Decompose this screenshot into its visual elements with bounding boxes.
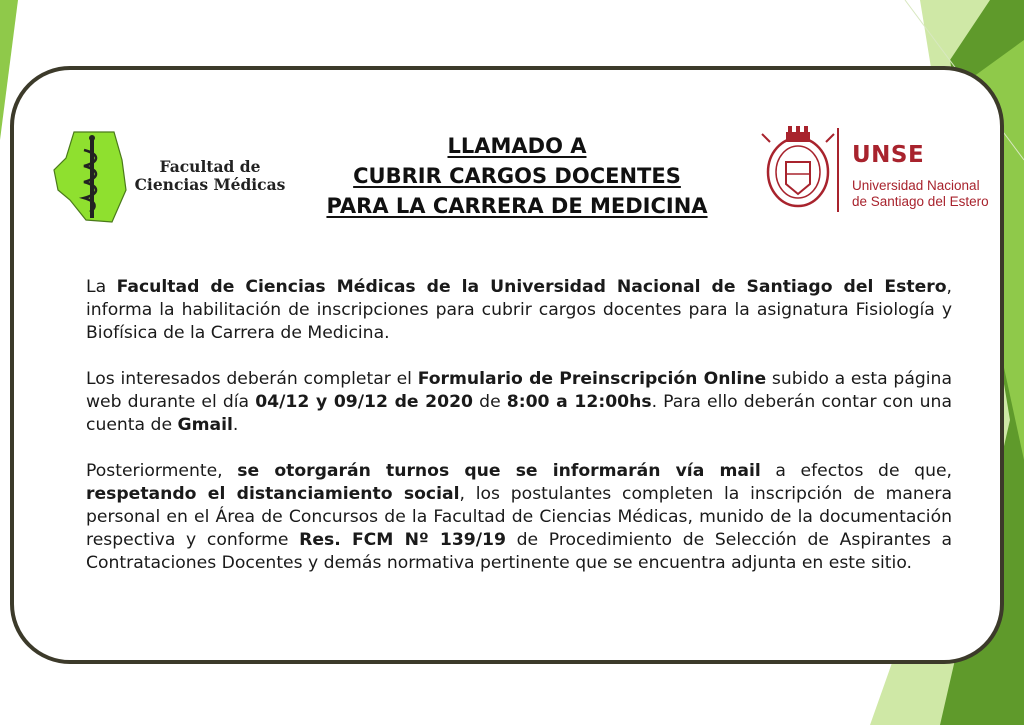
fcm-name-line2: Ciencias Médicas bbox=[134, 175, 286, 194]
p2-text-2: subido a esta página web durante el día bbox=[86, 369, 952, 412]
p1-bold-1: Facultad de Ciencias Médicas de la Universidad Nacional de Santiago del Estero bbox=[116, 277, 947, 297]
unse-name-line1: Universidad Nacional bbox=[852, 178, 980, 193]
announcement-body bbox=[86, 276, 952, 598]
unse-abbreviation: UNSE bbox=[852, 142, 925, 168]
title-line-1: LLAMADO A bbox=[447, 134, 587, 158]
unse-name-line2: de Santiago del Estero bbox=[852, 194, 989, 209]
p2-bold-1: Formulario de Preinscripción Online bbox=[417, 369, 767, 389]
unse-crest-icon bbox=[760, 122, 840, 216]
fcm-name-line1: Facultad de bbox=[159, 157, 261, 176]
p1-text-1: La bbox=[86, 277, 117, 297]
p2-text-1: Los interesados deberán completar el bbox=[86, 369, 418, 389]
title-line-2: CUBRIR CARGOS DOCENTES bbox=[353, 164, 681, 188]
paragraph-3 bbox=[86, 460, 952, 575]
p3-text-2: a efectos de que, bbox=[760, 461, 952, 481]
p2-bold-4: Gmail bbox=[177, 415, 233, 435]
p2-bold-2: 04/12 y 09/12 de 2020 bbox=[255, 392, 474, 412]
title-line-3: PARA LA CARRERA DE MEDICINA bbox=[326, 194, 708, 218]
p3-text-3: , los postulantes completen la inscripción de manera personal en el Área de Concursos de la Facultad de Ciencias Médicas, munido de la documentación respectiva y conforme bbox=[86, 484, 952, 550]
fcm-name bbox=[130, 158, 290, 194]
p3-text-1: Posteriormente, bbox=[86, 461, 238, 481]
p3-bold-2: respetando el distanciamiento social bbox=[86, 484, 460, 504]
p2-bold-3: 8:00 a 12:00hs bbox=[506, 392, 652, 412]
p2-text-5: . bbox=[232, 415, 239, 435]
page-title bbox=[292, 131, 742, 221]
p1-text-2: , informa la habilitación de inscripciones para cubrir cargos docentes para la asignatura Fisiología y Biofísica de la Carrera de Medicina. bbox=[86, 277, 952, 343]
p3-bold-1: se otorgarán turnos que se informarán vía mail bbox=[237, 461, 761, 481]
unse-logo bbox=[760, 122, 1000, 216]
p3-text-4: de Procedimiento de Selección de Aspirantes a Contrataciones Docentes y demás normativa pertinente que se encuentra adjunta en este sitio. bbox=[86, 530, 952, 573]
unse-name bbox=[852, 178, 1002, 210]
p3-bold-3: Res. FCM Nº 139/19 bbox=[299, 530, 506, 550]
fcm-logo bbox=[52, 130, 292, 224]
paragraph-1 bbox=[86, 276, 952, 345]
paragraph-2 bbox=[86, 368, 952, 437]
p2-text-4: . Para ello deberán contar con una cuenta de bbox=[86, 392, 952, 435]
p2-text-3: de bbox=[473, 392, 507, 412]
